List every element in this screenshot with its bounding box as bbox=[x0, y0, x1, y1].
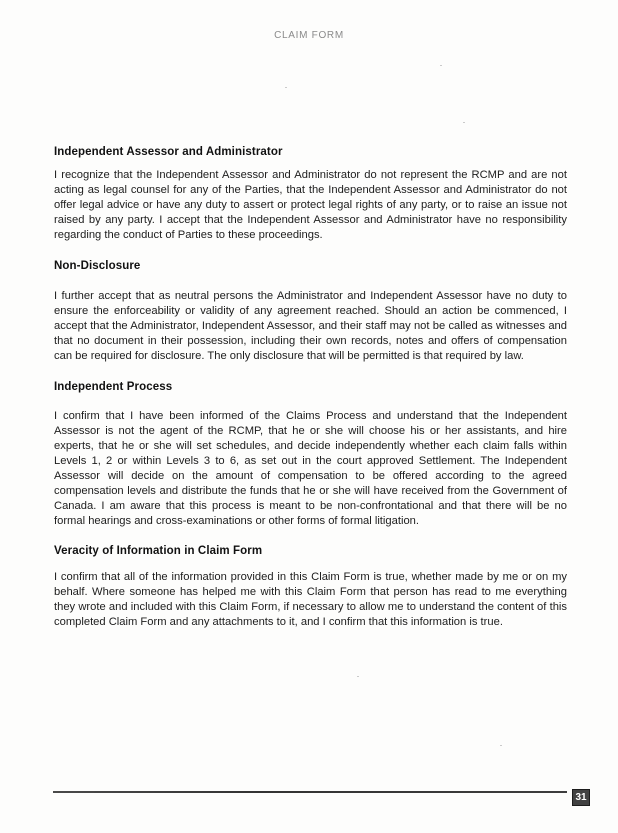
section-paragraph-non-disclosure: I further accept that as neutral persons the Administrator and Independent Assessor have no duty to ensure the enforceability or validity of any agreement reached. Should an action be commenced, I accept that the Administrator, Independent Assessor, and their staff may not be called as witnesses and that no document in their possession, including their own records, notes and offers of compensation can be required for disclosure. The only disclosure that will be permitted is that required by law. bbox=[54, 290, 567, 362]
scan-speck bbox=[463, 122, 465, 123]
section-paragraph-veracity-of-information: I confirm that all of the information provided in this Claim Form is true, whether made by me or on my behalf. Where someone has helped me with this Claim Form that person has read to me everything they wrote and included with this Claim Form, if necessary to allow me to understand the content of this completed Claim Form and any attachments to it, and I confirm that this information is true. bbox=[54, 571, 567, 628]
section-paragraph-independent-process: I confirm that I have been informed of the Claims Process and understand that the Independent Assessor is not the agent of the RCMP, that he or she will choose his or her assistants, and hire experts, that he or she will set schedules, and decide independently whether each claim falls within Levels 1, 2 or within Levels 3 to 6, as set out in the court approved Settlement. The Independent Assessor will decide on the amount of compensation to be offered according to the agreed compensation levels and distribute the funds that he or she will have received from the Government of Canada. I am aware that this process is meant to be non-confrontational and that there will be no formal hearings and cross-examinations or other forms of formal litigation. bbox=[54, 410, 567, 527]
section-heading-non-disclosure: Non-Disclosure bbox=[54, 260, 141, 272]
scan-speck bbox=[357, 676, 359, 677]
section-heading-veracity-of-information: Veracity of Information in Claim Form bbox=[54, 545, 263, 557]
section-heading-independent-process: Independent Process bbox=[54, 381, 173, 393]
section-paragraph-independent-assessor-and-administrator: I recognize that the Independent Assessor and Administrator do not represent the RCMP and are not acting as legal counsel for any of the Parties, that the Independent Assessor and Administrator do not offer legal advice or have any duty to assert or protect legal rights of any party, or to raise an issue not raised by any party. I accept that the Independent Assessor and Administrator have no responsibility regarding the conduct of Parties to these proceedings. bbox=[54, 169, 567, 241]
footer-rule bbox=[53, 791, 567, 793]
page-number-badge: 31 bbox=[572, 789, 590, 806]
section-heading-independent-assessor-and-administrator: Independent Assessor and Administrator bbox=[54, 146, 283, 158]
page-header-title: CLAIM FORM bbox=[274, 30, 344, 41]
scan-speck bbox=[285, 87, 287, 88]
scan-speck bbox=[440, 65, 442, 66]
scan-speck bbox=[500, 745, 502, 746]
